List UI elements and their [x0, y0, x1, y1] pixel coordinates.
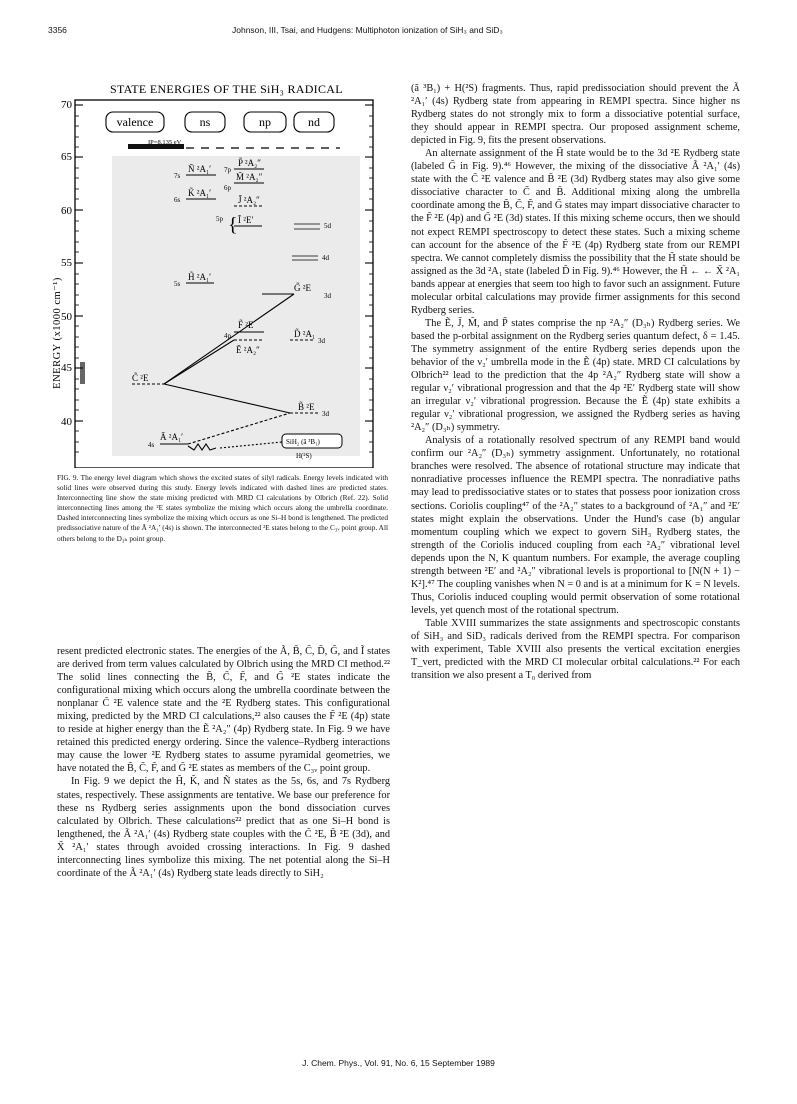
right-paragraph-5: Table XVIII summarizes the state assignments and spectroscopic constants of SiH₃ and SiD₃ radicals derived from the REMPI spectra. For comparison with experiment, Table XVIII also presents the vertical excitation energies T_vert, predicted with the MRD CI molecular orbital calculations.²² For each transition we also present a T₀ derived from [411, 617, 740, 682]
y-tick-55: 55 [61, 257, 72, 269]
label-3d-B: 3d [322, 410, 329, 418]
state-J: J̃ ²A₂″ [238, 195, 260, 205]
state-C: C̃ ²E [132, 373, 149, 383]
state-A: Ã ²A₁′ [160, 432, 184, 442]
label-3d-D: 3d [318, 337, 325, 345]
state-K: K̃ ²A₁′ [188, 188, 212, 198]
page-footer: J. Chem. Phys., Vol. 91, No. 6, 15 September 1989 [302, 1058, 495, 1068]
right-paragraph-1: (ã ³B₁) + H(²S) fragments. Thus, rapid predissociation should prevent the Ã ²A₁′ (4s) Rydberg state from appearing in REMPI spectra. Since higher ns Rydberg states do not strongly mix to form a dissociative potential surface, they should appear in REMPI spectra. Our proposed assignment scheme, depicted in Fig. 9, fits the present observations. [411, 83, 740, 147]
category-boxes [106, 112, 334, 132]
label-7s: 7s [174, 172, 181, 180]
page-header [0, 25, 797, 39]
y-tick-65: 65 [61, 151, 72, 163]
state-N: Ñ ²A₁′ [188, 164, 212, 174]
state-F: F̃ ²E [238, 320, 254, 330]
state-H: H̃ ²A₁′ [188, 272, 212, 282]
y-tick-60: 60 [61, 205, 72, 217]
box-nd: nd [308, 115, 320, 129]
products-H: H(²S) [296, 452, 312, 460]
state-E: Ẽ ²A₂″ [236, 345, 260, 355]
label-7p: 7p [224, 166, 231, 174]
state-G: G̃ ²E [294, 283, 311, 293]
figure-title: STATE ENERGIES OF THE SiH₃ RADICAL [110, 82, 343, 96]
label-5p: 5p [216, 215, 223, 223]
brace-5p: { [228, 214, 238, 236]
right-paragraph-4: Analysis of a rotationally resolved spectrum of any REMPI band would confirm our ²A₂″ (D₃ₕ) symmetry assignment. Unfortunately, no rotational branches were resolved. The absence of rotational structure may indicate that nonradiative processes influence the REMPI spectra. The nonradiative paths may lead to predissociative states or to states that possess poor ionization cross sections. Coriolis coupling⁴⁷ of the ²A₂″ states to a background of ²A₁″ and ²E′ states might explain the observations. Under the Hund's case (b) angular momentum coupling which we expect to govern SiH₃ Rydberg states, the strength of the Coriolis induced coupling from each ²A₂″ vibrational level depends upon the N, K quantum numbers. For example, the average coupling strength between ²E′ and ²A₂″ vibrational levels is proportional to [N(N + 1) − K²].⁴⁷ The coupling vanishes when N = 0 and is at a minimum for K = N levels. Thus, Coriolis induced coupling would permit observation of some rotational levels, yet quench most of the rotational spectrum. [411, 435, 740, 616]
ion-shading [80, 362, 85, 384]
state-M: M̃ ²A₂″ [236, 172, 263, 182]
state-I: Ĩ ²E′ [238, 215, 254, 225]
y-axis-label: ENERGY (x1000 cm⁻¹) [52, 277, 63, 389]
box-valence: valence [116, 115, 154, 129]
y-tick-50: 50 [61, 311, 72, 323]
y-tick-40: 40 [61, 416, 72, 428]
energy-level-diagram [48, 78, 390, 468]
label-4s: 4s [148, 441, 155, 449]
right-paragraph-3: The Ẽ, J̃, M̃, and P̃ states comprise the np ²A₂″ (D₃ₕ) Rydberg series. We based the p-orbital assignment on the Rydberg series quantum defect, δ = 1.45. The symmetry assignment of the entire Rydberg series depends upon the behavior of the ν₂′ umbrella mode in the Ẽ (4p) state. MRD CI calculations by Olbrich²² lead to the prediction that the 4p ²A₂″ Rydberg state will show a regular ν₂′ vibrational progression and that the 4p ²E′ Rydberg state will show an irregular ν₂′ vibrational progression. Because the Ẽ (4p) state exhibits a regular ν₂′ vibrational progression, we assigned the Rydberg series as having ²A₂″ (D₃ₕ) symmetry. [411, 317, 740, 434]
left-paragraph-1: resent predicted electronic states. The energies of the Ã, B̃, C̃, D̃, G̃, and Ĩ states are derived from term values calculated by Olbrich using the MRD CI method.²² The solid lines connecting the B̃, C̃, F̃, and G̃ ²E states indicate the configurational mixing which occurs along the umbrella coordinate between the nonplanar C̃ ²E valence state and the ²E Rydberg states. This configurational mixing, predicted by the MRD CI calculations,²² also causes the F̃ ²E (4p) state to reside at higher energy than the Ẽ ²A₂″ (4p) Rydberg state. In Fig. 9 we have retained this predicted energy ordering. Since the valence–Rydberg interactions may cause the lower ²E Rydberg states to assume pyramidal geometries, we have notated the B̃, C̃, F̃, and G̃ ²E states as members of the C₃ᵥ point group. [57, 646, 390, 775]
right-column [411, 82, 740, 682]
products-SiH2: SiH₂ (ã ³B₁) [286, 438, 320, 446]
label-6s: 6s [174, 196, 181, 204]
label-6p: 6p [224, 184, 231, 192]
box-np: np [259, 115, 271, 129]
right-paragraph-2: An alternate assignment of the H̃ state would be to the 3d ²E Rydberg state (labeled G̃ in Fig. 9).⁴⁶ However, the mixing of the dissociative Ã ²A₁′ (4s) state with the C̃ ²E valence and B̃ ²E (3d) Rydberg states may also give some dissociative character to C̃ and B̃. Additional mixing along the umbrella coordinate among the B̃, C̃, F̃, and G̃ states may impart dissociative character to the F̃ ²E (4p) and G̃ ²E (3d) states. If this mixing scheme occurs, then we should not expect REMPI spectroscopy to detect these states. Such a mixing scheme can account for the absence of the F̃ ²E (4p) Rydberg state from our REMPI spectra. We cannot completely dismiss the possibility that the H̃ state should be assigned as the 3d ²A₁ state (labeled D̃ in Fig. 9).⁴⁶ However, the H̃ ← ← X̃ ²A₁ bands appear at energies that seem too high to favor such an assignment. Future molecular orbital calculations may provide firmer assignments for this second Rydberg series. [411, 148, 740, 316]
label-4p: 4p [224, 332, 231, 340]
figure-caption: FIG. 9. The energy level diagram which shows the excited states of silyl radicals. Energy levels indicated with solid lines were observed during this study. Energy levels indicated with dashed lines are predicted states. Interconnecting line show the state mixing predicted with MRD CI calculations by Olbrich (Ref. 22). Solid interconnecting lines among the ²E states symbolize the mixing which occurs along the umbrella coordinate. Dashed interconnecting lines symbolize the mixing which occurs as one Si–H bond is lengthened. The predicted predissociative nature of the Ã ²A₁′ (4s) is shown. The interconnected ²E states belong to the C₃ᵥ point group. All others belong to the D₃ₕ point group. [57, 473, 388, 543]
label-4d: 4d [322, 254, 329, 262]
box-ns: ns [199, 115, 211, 129]
state-B: B̃ ²E [298, 402, 315, 412]
y-tick-45: 45 [61, 362, 72, 374]
left-column [57, 645, 390, 880]
state-P: P̃ ²A₂″ [238, 158, 262, 168]
left-paragraph-2: In Fig. 9 we depict the H̃, K̃, and Ñ states as the 5s, 6s, and 7s Rydberg states, respectively. These assignments are tentative. We base our preference for these ns Rydberg series assignments upon the bond dissociation curves calculated by Olbrich. These calculations²² predict that as one Si–H bond is lengthened, the Ã ²A₁′ (4s) Rydberg state couples with the C̃ ²E, B̃ ²E (3d), and X̃ ²A₁′ states through avoided crossing interactions. In Fig. 9 dashed interconnecting lines symbolize this mixing. The net potential along the Si–H coordinate of the Ã ²A₁′ (4s) Rydberg state leads directly to SiH₂ [57, 776, 390, 879]
page-number: 3356 [48, 25, 67, 35]
label-5d: 5d [324, 222, 331, 230]
label-3d-G: 3d [324, 292, 331, 300]
label-5s: 5s [174, 280, 181, 288]
ip-label: IP=8.135 eV [148, 139, 182, 146]
state-D: D̃ ²A₁ [294, 329, 316, 339]
running-title: Johnson, III, Tsai, and Hudgens: Multiphoton ionization of SiH₃ and SiD₃ [232, 25, 503, 35]
y-tick-70: 70 [61, 99, 72, 111]
